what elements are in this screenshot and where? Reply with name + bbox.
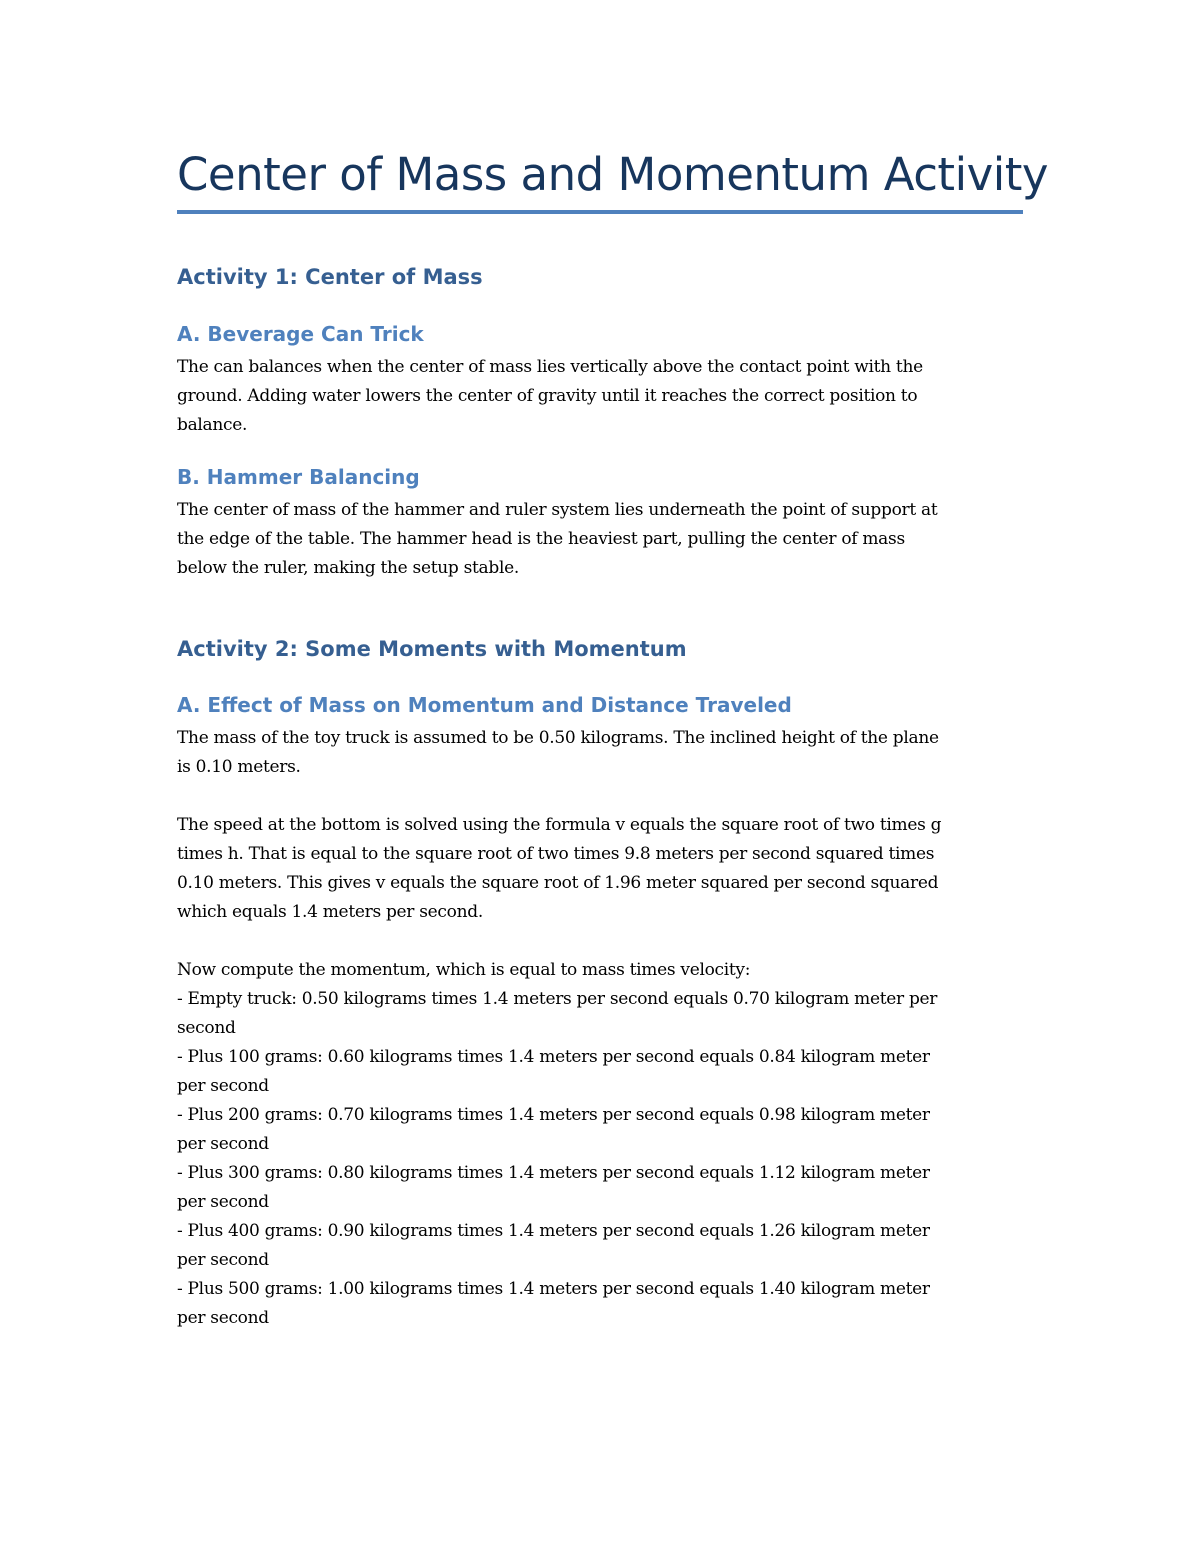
hammer-balancing-heading: B. Hammer Balancing (177, 465, 420, 489)
list-item: per second (177, 1192, 269, 1212)
list-item: - Plus 100 grams: 0.60 kilograms times 1.4 meters per second equals 0.84 kilogram meter (177, 1047, 930, 1067)
list-item: per second (177, 1308, 269, 1328)
paragraph-line: balance. (177, 415, 248, 435)
list-item: per second (177, 1076, 269, 1096)
truck-mass-paragraph (177, 724, 1012, 782)
momentum-intro: Now compute the momentum, which is equal to mass times velocity: (177, 960, 751, 980)
speed-calculation-paragraph (177, 811, 1012, 927)
list-item: second (177, 1018, 236, 1038)
list-item: - Empty truck: 0.50 kilograms times 1.4 meters per second equals 0.70 kilogram meter per (177, 989, 938, 1009)
list-item: - Plus 500 grams: 1.00 kilograms times 1.4 meters per second equals 1.40 kilogram meter (177, 1279, 930, 1299)
paragraph-line: The can balances when the center of mass lies vertically above the contact point with the (177, 357, 923, 377)
paragraph-line: times h. That is equal to the square root of two times 9.8 meters per second squared times (177, 844, 935, 864)
effect-of-mass-heading: A. Effect of Mass on Momentum and Distance Traveled (177, 693, 792, 717)
document-title: Center of Mass and Momentum Activity (177, 148, 1048, 201)
paragraph-line: ground. Adding water lowers the center of gravity until it reaches the correct position to (177, 386, 918, 406)
list-item: per second (177, 1134, 269, 1154)
activity-2-heading: Activity 2: Some Moments with Momentum (177, 637, 687, 661)
beverage-can-heading: A. Beverage Can Trick (177, 322, 424, 346)
paragraph-line: The speed at the bottom is solved using the formula v equals the square root of two times g (177, 815, 942, 835)
list-item: - Plus 300 grams: 0.80 kilograms times 1.4 meters per second equals 1.12 kilogram meter (177, 1163, 930, 1183)
activity-1-heading: Activity 1: Center of Mass (177, 265, 483, 289)
paragraph-line: The center of mass of the hammer and ruler system lies underneath the point of support at (177, 500, 938, 520)
list-item: per second (177, 1250, 269, 1270)
paragraph-line: The mass of the toy truck is assumed to be 0.50 kilograms. The inclined height of the plane (177, 728, 939, 748)
paragraph-line: 0.10 meters. This gives v equals the square root of 1.96 meter squared per second squared (177, 873, 939, 893)
title-underline (177, 210, 1023, 214)
momentum-list (177, 956, 1012, 1333)
beverage-can-paragraph (177, 353, 1012, 440)
hammer-balancing-paragraph (177, 496, 1012, 583)
list-item: - Plus 400 grams: 0.90 kilograms times 1.4 meters per second equals 1.26 kilogram meter (177, 1221, 930, 1241)
paragraph-line: is 0.10 meters. (177, 757, 301, 777)
paragraph-line: below the ruler, making the setup stable. (177, 558, 519, 578)
paragraph-line: which equals 1.4 meters per second. (177, 902, 483, 922)
paragraph-line: the edge of the table. The hammer head is the heaviest part, pulling the center of mass (177, 529, 905, 549)
list-item: - Plus 200 grams: 0.70 kilograms times 1.4 meters per second equals 0.98 kilogram meter (177, 1105, 930, 1125)
